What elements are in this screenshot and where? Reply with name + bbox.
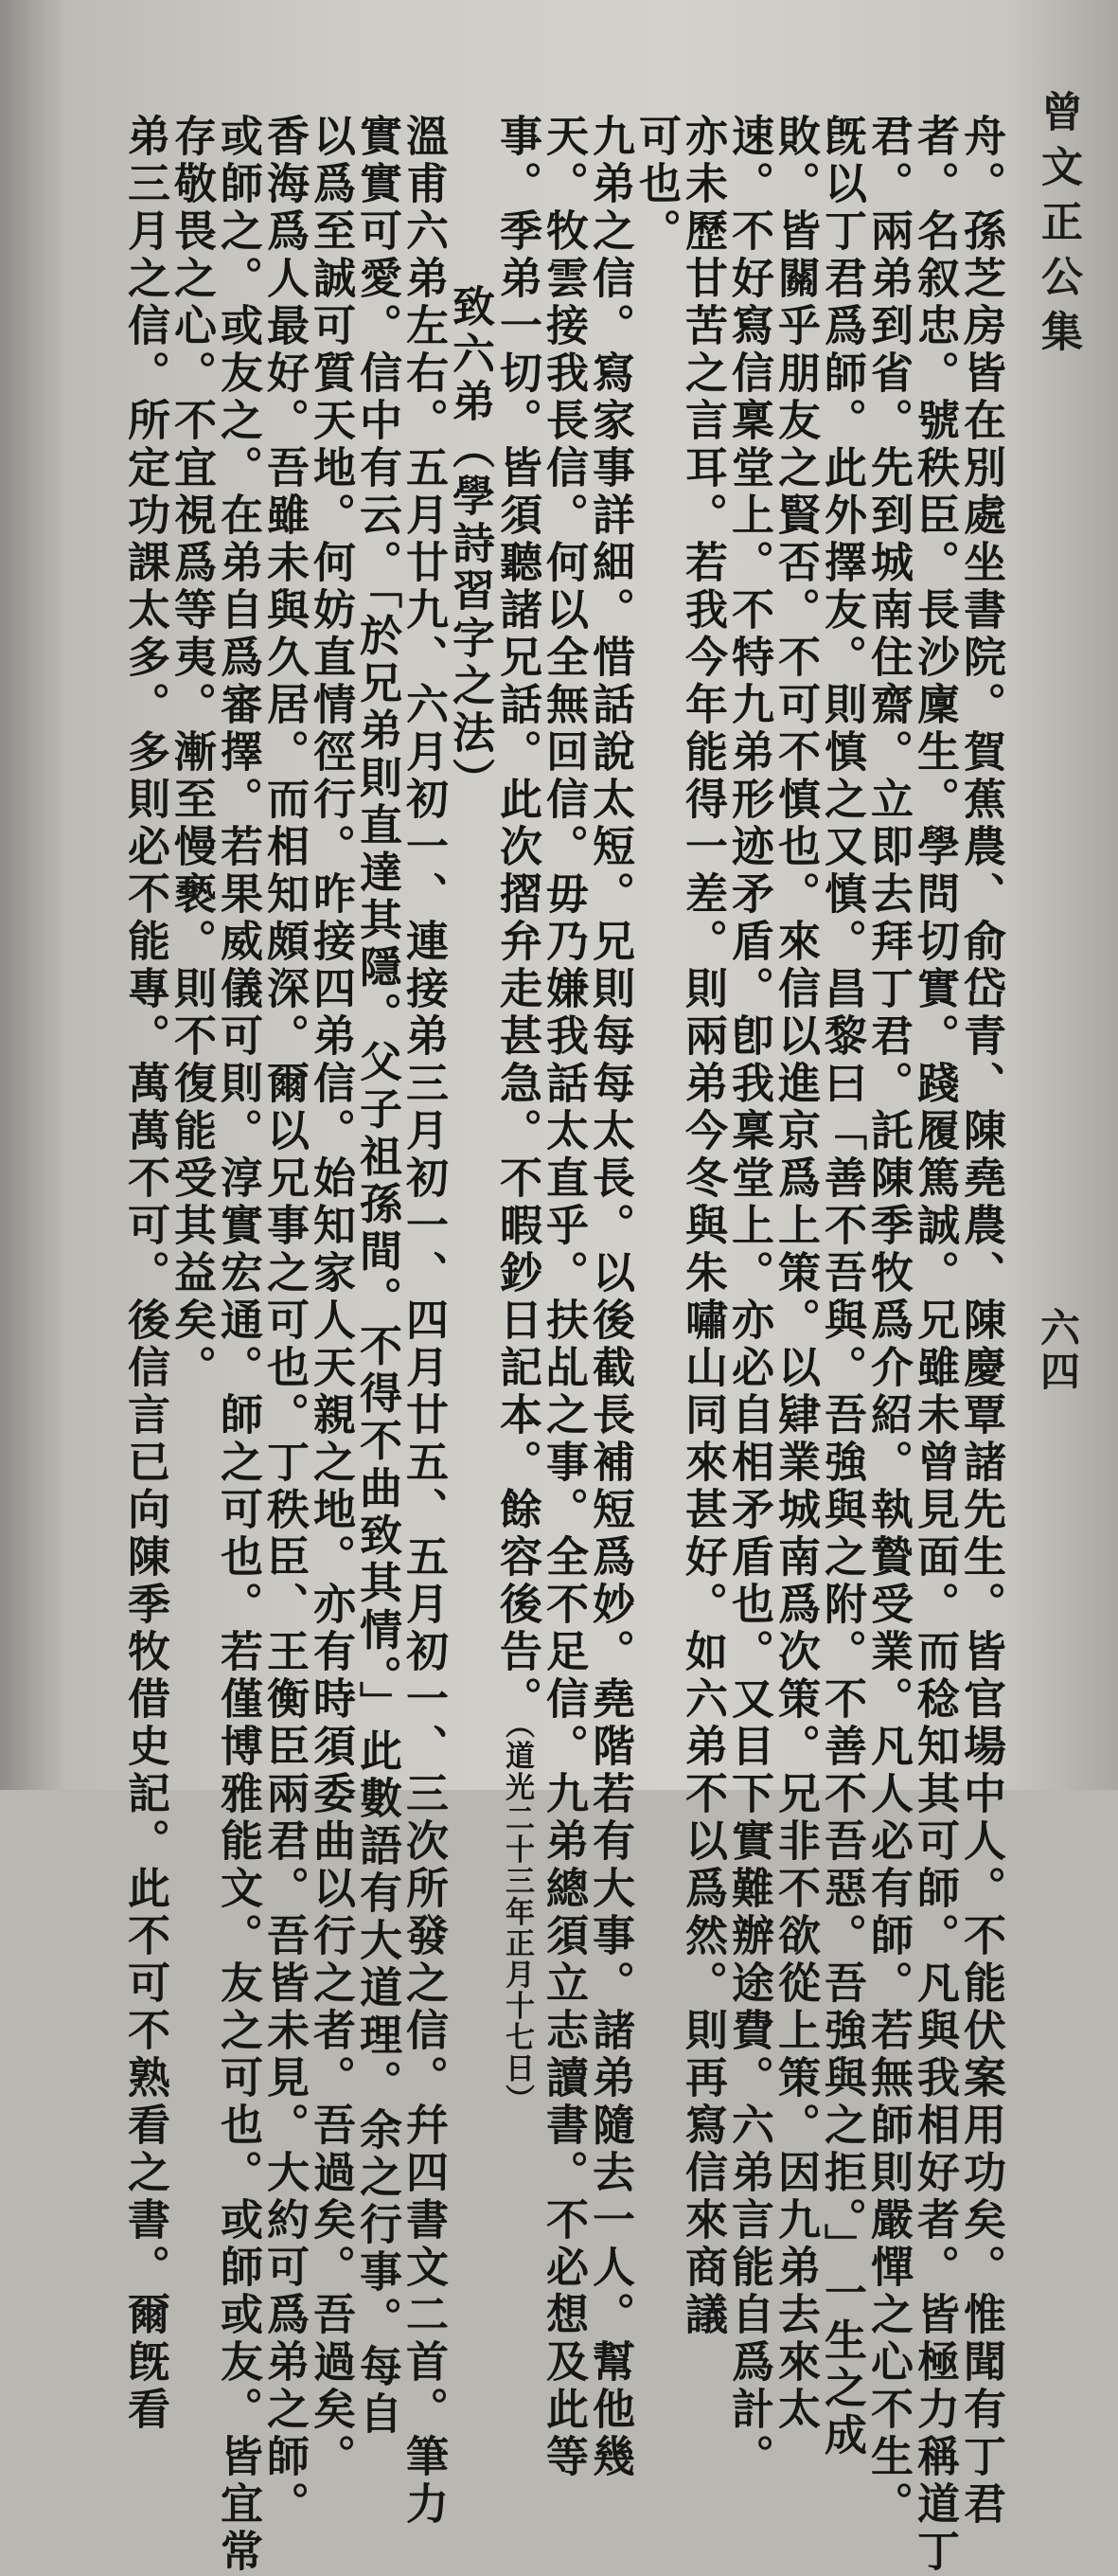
text-column: 存敬畏之心。不宜視爲等夷。漸至慢褻。則不復能受其益矣。 bbox=[167, 114, 217, 1392]
text-column: 溫甫六弟左右。五月廿九、六月初一、連接弟三月初一、四月廿五、五月初一、三次所發之信。幷四書文二首。筆力 bbox=[399, 114, 449, 2529]
book-title: 曾文正公集 bbox=[1034, 90, 1082, 365]
text-column: 九弟之信。寫家事詳細。惜話說太短。兄則每每太長。以後截長補短爲妙。堯階若有大事。諸弟隨去一人。幫他幾 bbox=[585, 114, 635, 2481]
text-column: 可也。 bbox=[631, 114, 682, 256]
text-column: 旣以丁君爲師。此外擇友。則慎之又慎。昌黎曰「善不吾與。吾強與之附。不善不吾惡。吾強與之拒。」一生之成 bbox=[817, 114, 867, 2460]
text-column: 香海爲人最好。吾雖未與久居。而相知頗深。爾以兄事之可也。丁秩臣、王衡臣兩君。吾皆未見。大約可爲弟之師。 bbox=[259, 114, 310, 2529]
text-column: 者。名叙忠。號秩臣。長沙廩生。學問切實。踐履篤誠。兄雖未曾見面。而稔知其可師。凡與我相好者。皆極力稱道丁 bbox=[910, 114, 960, 2576]
text-column: 弟三月之信。所定功課太多。多則必不能專。萬萬不可。後信言已向陳季牧借史記。此不可不熟看之書。爾旣看 bbox=[120, 114, 170, 2434]
text-column: 亦未歷甘苦之言耳。若我今年能得一差。則兩弟今冬與朱嘯山同來甚好。如六弟不以爲然。則再寫信來商議 bbox=[678, 114, 728, 2339]
text-column: 天。牧雲接我長信。何以全無回信。毋乃嫌我話太直乎。扶乩之事。全不足信。九弟總須立志讀書。不必想及此等 bbox=[539, 114, 589, 2481]
text-column: 速。不好寫信稟堂上。不特九弟形迹矛盾。卽我稟堂上。亦必自相矛盾也。又目下實難辦途費。六弟言能自爲計。 bbox=[724, 114, 774, 2481]
letter-heading: 致六弟（學詩習字之法） bbox=[445, 284, 495, 805]
text-column: 實實可愛。信中有云。「於兄弟則直達其隱。父子祖孫間。不得不曲致其情。」此數語有大道理。余之行事。每自 bbox=[352, 114, 402, 2439]
text-column: 舟。孫芝房皆在別處坐書院。賀蕉農、俞岱青、陳堯農、陳慶覃諸先生。皆官場中人。不能伏案用功矣。惟聞有丁君 bbox=[956, 114, 1006, 2529]
text-column-main: 事。季弟一切。皆須聽諸兄話。此次摺弁走甚急。不暇鈔日記本。餘容後告。 bbox=[492, 114, 542, 1724]
text-body bbox=[10, 114, 1006, 2576]
text-column: 以爲至誠可質天地。何妨直情徑行。昨接四弟信。始知家人天親之地。亦有時須委曲以行之者。吾過矣。吾過矣。 bbox=[306, 114, 356, 2481]
text-column: 君。兩弟到省。先到城南住齋。立即去拜丁君。託陳季牧爲介紹。執贄受業。凡人必有師。若無師則嚴憚之心不生。 bbox=[863, 114, 914, 2529]
date-note: （道光二十三年正月十七日） bbox=[500, 1724, 534, 2116]
text-column: 敗。皆關乎朋友之賢否。不可不慎也。來信以進京爲上策。以肄業城南爲次策。兄非不欲從上策。因九弟去來太 bbox=[771, 114, 821, 2434]
text-column: 或師之。或友之。在弟自爲審擇。若果威儀可則。淳實宏通。師之可也。若僅博雅能文。友之可也。或師或友。皆宜常 bbox=[213, 114, 263, 2576]
page-number: 六四 bbox=[1035, 1307, 1081, 1394]
text-column bbox=[492, 114, 542, 2116]
